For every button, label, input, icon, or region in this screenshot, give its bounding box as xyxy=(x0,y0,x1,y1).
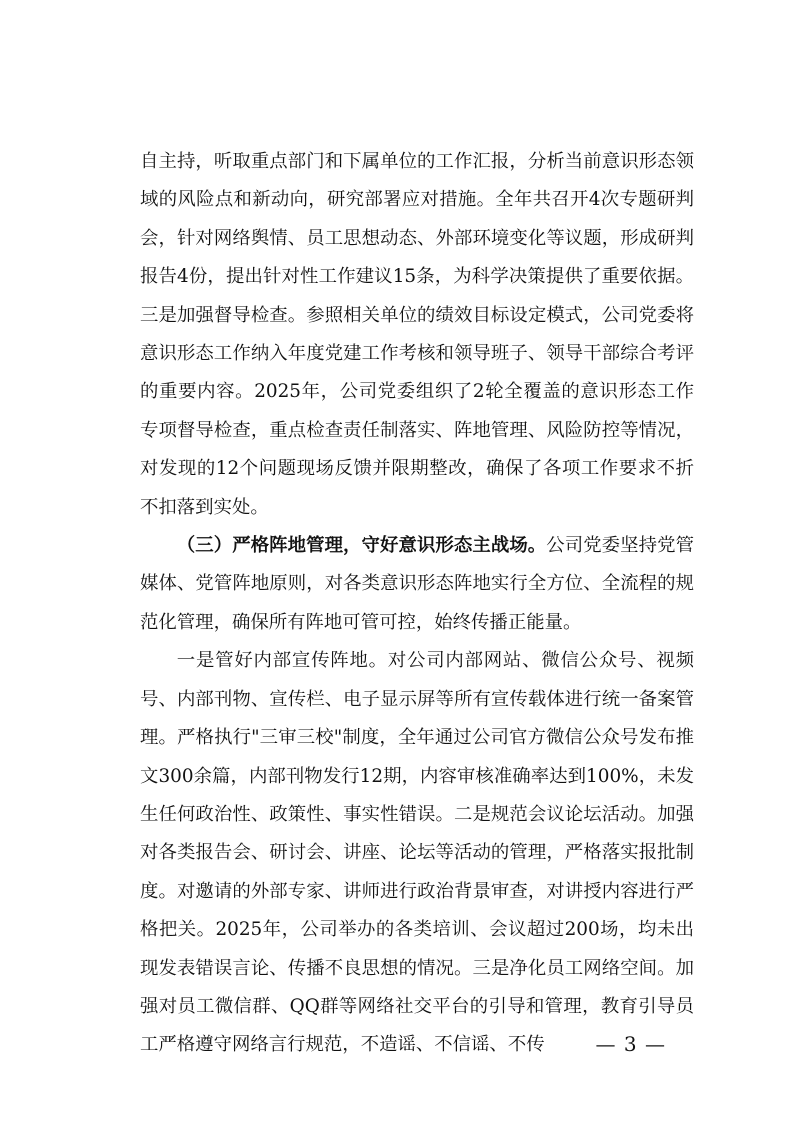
paragraph-continuation: 自主持，听取重点部门和下属单位的工作汇报，分析当前意识形态领域的风险点和新动向，研究部署应对措施。全年共召开4次专题研判会，针对网络舆情、员工思想动态、外部环境变化等议题，形成研判报告4份，提出针对性工作建议15条，为科学决策提供了重要依据。三是加强督导检查。参照相关单位的绩效目标设定模式，公司党委将意识形态工作纳入年度党建工作考核和领导班子、领导干部综合考评的重要内容。2025年，公司党委组织了2轮全覆盖的意识形态工作专项督导检查，重点检查责任制落实、阵地管理、风险防控等情况，对发现的12个问题现场反馈并限期整改，确保了各项工作要求不折不扣落到实处。 xyxy=(140,151,694,518)
page-number: — 3 — xyxy=(595,1032,666,1056)
document-body xyxy=(140,143,694,1065)
section-heading: （三）严格阵地管理，守好意识形态主战场。 xyxy=(176,535,547,557)
paragraph-section-three xyxy=(140,527,694,642)
paragraph-propaganda-positions: 一是管好内部宣传阵地。对公司内部网站、微信公众号、视频号、内部刊物、宣传栏、电子显示屏等所有宣传载体进行统一备案管理。严格执行"三审三校"制度，全年通过公司官方微信公众号发布推文300余篇，内部刊物发行12期，内容审核准确率达到100%，未发生任何政治性、政策性、事实性错误。二是规范会议论坛活动。加强对各类报告会、研讨会、讲座、论坛等活动的管理，严格落实报批制度。对邀请的外部专家、讲师进行政治背景审查，对讲授内容进行严格把关。2025年，公司举办的各类培训、会议超过200场，均未出现发表错误言论、传播不良思想的情况。三是净化员工网络空间。加强对员工微信群、QQ群等网络社交平台的引导和管理，教育引导员工严格遵守网络言行规范，不造谣、不信谣、不传 xyxy=(140,650,694,1056)
section-body-text: 公司党委坚持党管媒体、党管阵地原则，对各类意识形态阵地实行全方位、全流程的规范化管理，确保所有阵地可管可控，始终传播正能量。 xyxy=(140,535,694,633)
